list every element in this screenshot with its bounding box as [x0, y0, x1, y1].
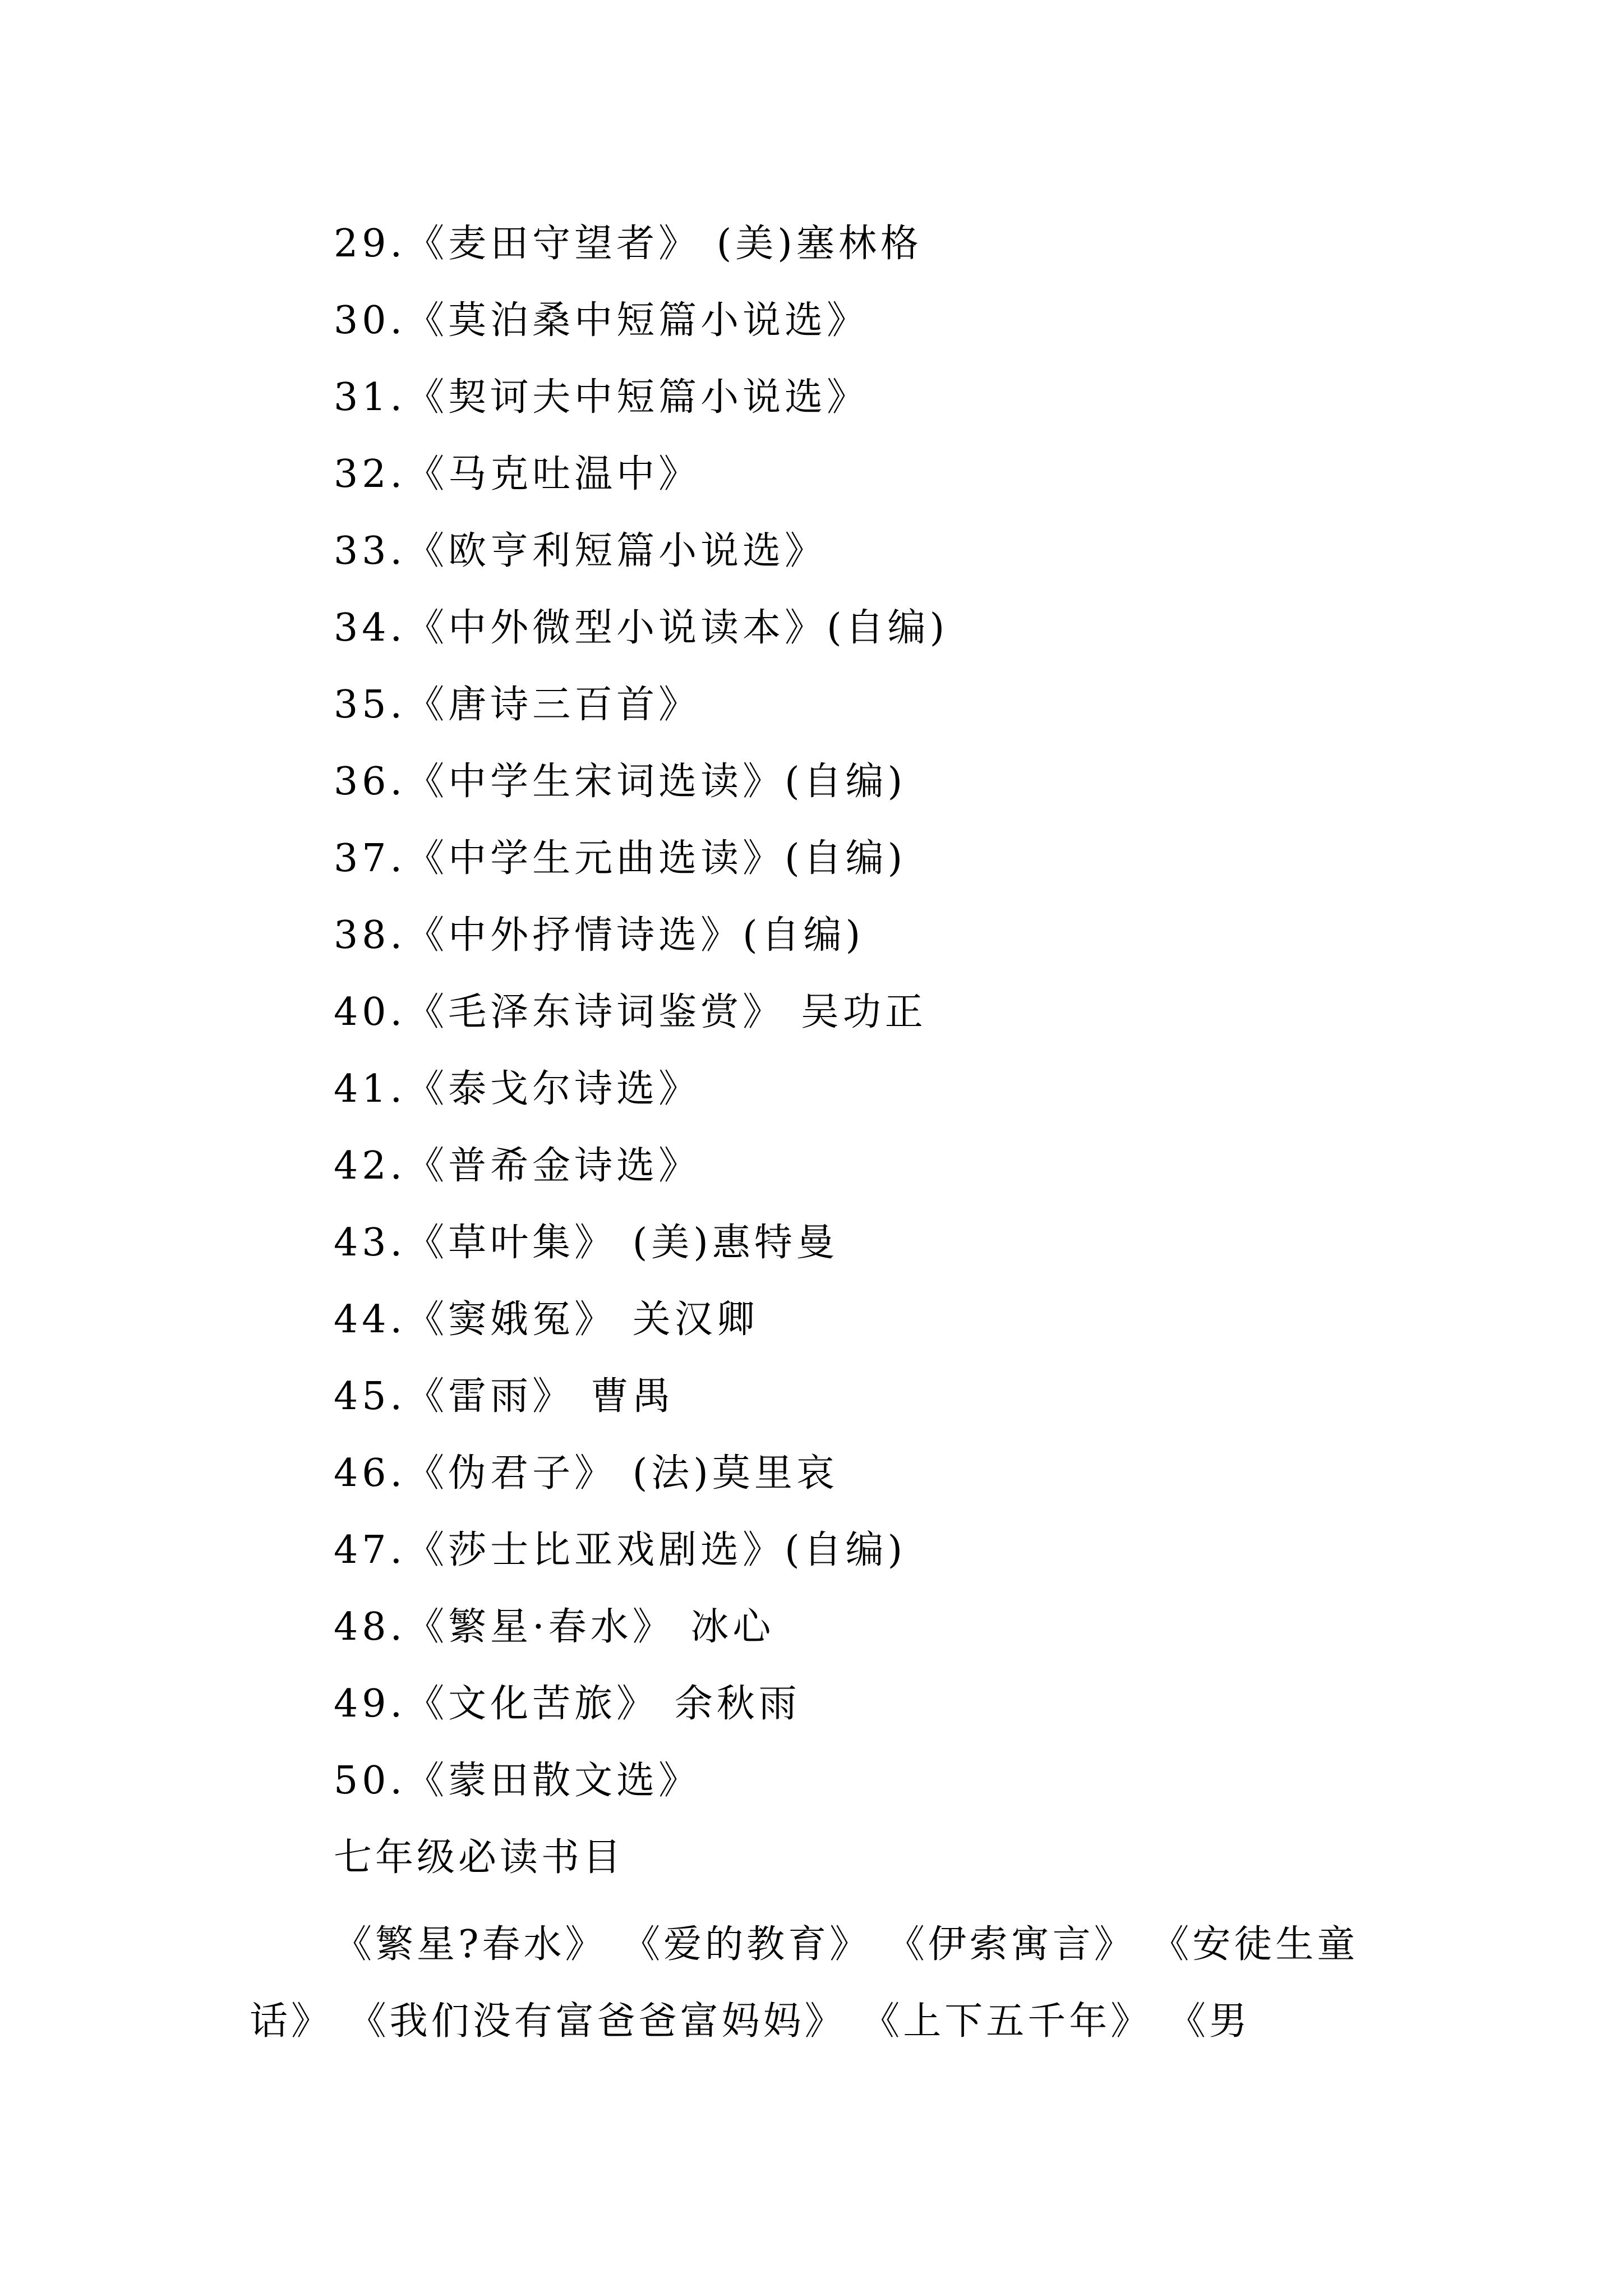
- section-heading: 七年级必读书目: [334, 1835, 625, 1880]
- book-item: 42.《普希金诗选》: [334, 1144, 701, 1188]
- book-item: 43.《草叶集》 (美)惠特曼: [334, 1221, 838, 1265]
- book-item: 40.《毛泽东诗词鉴赏》 吴功正: [334, 990, 927, 1034]
- book-item: 36.《中学生宋词选读》(自编): [334, 760, 907, 804]
- book-item: 46.《伪君子》 (法)莫里哀: [334, 1451, 838, 1496]
- reading-list-paragraph: 《繁星?春水》 《爱的教育》 《伊索寓言》 《安徒生童话》 《我们没有富爸爸富妈妈》 《上下五千年》 《男: [250, 1922, 1359, 2044]
- book-item: 50.《蒙田散文选》: [334, 1759, 701, 1803]
- book-item: 48.《繁星·春水》 冰心: [334, 1605, 775, 1649]
- book-item: 31.《契诃夫中短篇小说选》: [334, 375, 869, 420]
- book-item: 30.《莫泊桑中短篇小说选》: [334, 298, 869, 343]
- book-item: 45.《雷雨》 曹禺: [334, 1374, 675, 1419]
- book-item: 35.《唐诗三百首》: [334, 683, 701, 727]
- book-item: 34.《中外微型小说读本》(自编): [334, 606, 949, 650]
- book-item: 38.《中外抒情诗选》(自编): [334, 913, 865, 958]
- book-item: 37.《中学生元曲选读》(自编): [334, 836, 907, 881]
- book-list: [334, 216, 948, 1830]
- book-item: 44.《窦娥冤》 关汉卿: [334, 1297, 759, 1342]
- book-item: 33.《欧亨利短篇小说选》: [334, 529, 827, 573]
- book-item: 29.《麦田守望者》 (美)塞林格: [334, 222, 923, 266]
- book-item: 47.《莎士比亚戏剧选》(自编): [334, 1528, 907, 1572]
- book-item: 49.《文化苦旅》 余秋雨: [334, 1682, 801, 1726]
- book-item: 41.《泰戈尔诗选》: [334, 1067, 701, 1111]
- book-item: 32.《马克吐温中》: [334, 452, 701, 496]
